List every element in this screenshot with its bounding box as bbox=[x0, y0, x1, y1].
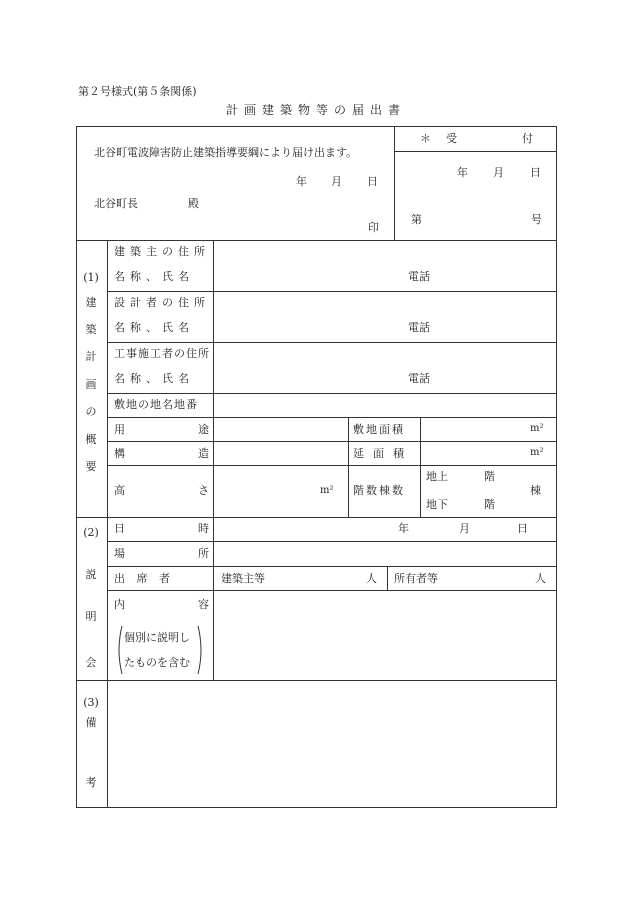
form-number: 第２号様式(第５条関係) bbox=[78, 85, 197, 98]
height-label-right: さ bbox=[198, 484, 209, 497]
content-label-right: 容 bbox=[198, 598, 209, 611]
content-note-line2: たものを含む bbox=[124, 656, 190, 669]
mid-column-line-2 bbox=[420, 417, 421, 517]
content-label-left: 内 bbox=[114, 598, 125, 611]
meeting-month-label: 月 bbox=[459, 522, 470, 535]
reception-tsuki: 付 bbox=[522, 132, 533, 145]
row-line bbox=[107, 393, 557, 394]
section1-char: の bbox=[85, 405, 97, 418]
section1-number: (1) bbox=[83, 271, 99, 284]
row-line bbox=[107, 590, 557, 591]
datetime-label-right: 時 bbox=[198, 522, 209, 535]
attendees-divider bbox=[387, 566, 388, 590]
site-area-unit: m² bbox=[530, 423, 544, 434]
content-note-line1: 個別に説明し bbox=[124, 631, 190, 644]
meeting-day-label: 日 bbox=[517, 522, 528, 535]
section2-char: 会 bbox=[85, 656, 97, 669]
owner-phone-label: 電話 bbox=[408, 270, 430, 283]
section3-char: 備 bbox=[85, 716, 97, 729]
section1-char: 要 bbox=[85, 460, 97, 473]
row-line bbox=[107, 465, 557, 466]
meeting-year-label: 年 bbox=[398, 522, 409, 535]
holder-etc-label: 所有者等 bbox=[394, 572, 438, 585]
section2-char: 明 bbox=[85, 610, 97, 623]
reception-uke: 受 bbox=[446, 132, 457, 145]
height-unit: m² bbox=[320, 485, 334, 496]
section-label-column-line bbox=[107, 240, 108, 808]
owner-etc-label: 建築主等 bbox=[221, 572, 265, 585]
row-line bbox=[107, 417, 557, 418]
row-line bbox=[107, 441, 557, 442]
structure-label-right: 造 bbox=[198, 447, 209, 460]
below-floor-unit: 階 bbox=[484, 498, 495, 511]
honorific: 殿 bbox=[188, 197, 199, 210]
section1-bottom-line bbox=[76, 517, 557, 518]
place-label-right: 所 bbox=[198, 547, 209, 560]
reception-month: 月 bbox=[493, 166, 504, 179]
reception-gou: 号 bbox=[531, 213, 542, 226]
owner-address-label: 建築主の住所 bbox=[114, 245, 210, 258]
section1-char: 計 bbox=[85, 350, 97, 363]
submit-year-label: 年 bbox=[296, 175, 307, 188]
use-label-right: 途 bbox=[198, 423, 209, 436]
designer-name-label: 名称、氏名 bbox=[114, 321, 194, 334]
section1-char: 画 bbox=[85, 378, 97, 391]
section3-char: 考 bbox=[85, 776, 97, 789]
section1-char: 築 bbox=[85, 323, 97, 336]
item-label-column-line bbox=[213, 240, 214, 680]
row-line bbox=[107, 566, 557, 567]
below-ground-label: 地下 bbox=[426, 498, 448, 511]
reception-dai: 第 bbox=[411, 213, 422, 226]
place-label-left: 場 bbox=[114, 547, 125, 560]
form-frame bbox=[76, 126, 557, 808]
building-count-unit: 棟 bbox=[530, 484, 541, 497]
intro-text: 北谷町電波障害防止建築指導要綱により届け出ます。 bbox=[94, 146, 358, 159]
submit-month-label: 月 bbox=[331, 175, 342, 188]
submit-day-label: 日 bbox=[367, 175, 378, 188]
addressee: 北谷町長 bbox=[94, 197, 138, 210]
designer-phone-label: 電話 bbox=[408, 321, 430, 334]
section2-char: 説 bbox=[85, 568, 97, 581]
reception-asterisk: ＊ bbox=[420, 132, 431, 145]
seal-mark: 印 bbox=[368, 221, 379, 234]
row-line bbox=[107, 541, 557, 542]
above-floor-unit: 階 bbox=[484, 470, 495, 483]
attendees-label: 出 席 者 bbox=[114, 572, 174, 585]
reception-day: 日 bbox=[530, 166, 541, 179]
row-line bbox=[107, 291, 557, 292]
site-address-label: 敷地の地名地番 bbox=[114, 398, 198, 411]
owner-person-unit: 人 bbox=[366, 572, 377, 585]
reception-year: 年 bbox=[457, 166, 468, 179]
owner-name-label: 名称、氏名 bbox=[114, 270, 194, 283]
section2-bottom-line bbox=[76, 680, 557, 681]
row-line bbox=[107, 342, 557, 343]
section1-char: 建 bbox=[85, 296, 97, 309]
header-divider bbox=[394, 126, 395, 240]
datetime-label-left: 日 bbox=[114, 522, 125, 535]
holder-person-unit: 人 bbox=[535, 572, 546, 585]
floor-area-label: 延面積 bbox=[353, 447, 413, 460]
header-bottom-line bbox=[76, 240, 557, 241]
floor-area-unit: m² bbox=[530, 447, 544, 458]
designer-address-label: 設計者の住所 bbox=[114, 296, 210, 309]
reception-line bbox=[394, 151, 557, 152]
page-title: 計画建築物等の届出書 bbox=[225, 103, 407, 117]
contractor-name-label: 名称、氏名 bbox=[114, 372, 194, 385]
section3-number: (3) bbox=[83, 696, 99, 709]
section1-char: 概 bbox=[85, 433, 97, 446]
floors-count-label: 階数棟数 bbox=[353, 484, 405, 497]
use-label-left: 用 bbox=[114, 423, 125, 436]
section2-number: (2) bbox=[83, 526, 99, 539]
contractor-phone-label: 電話 bbox=[408, 372, 430, 385]
structure-label-left: 構 bbox=[114, 447, 125, 460]
above-ground-label: 地上 bbox=[426, 470, 448, 483]
mid-column-line bbox=[348, 417, 349, 517]
site-area-label: 敷地面積 bbox=[353, 423, 405, 436]
contractor-address-label: 工事施工者の住所 bbox=[114, 347, 210, 360]
height-label-left: 高 bbox=[114, 484, 125, 497]
